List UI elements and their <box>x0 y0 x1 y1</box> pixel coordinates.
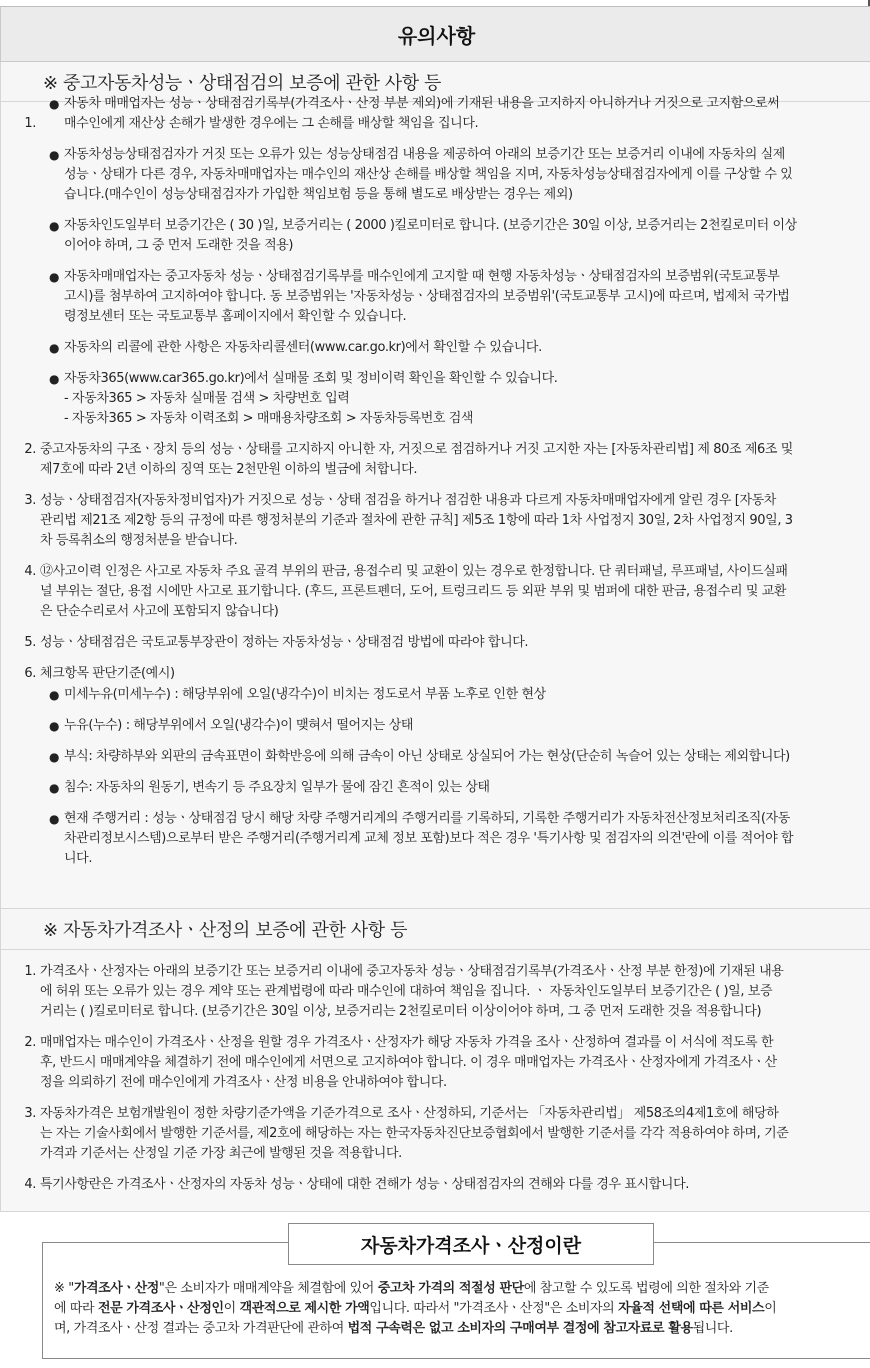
bullet-dot-icon: ● <box>49 719 60 733</box>
bullet-dot-icon: ● <box>49 97 60 111</box>
bullet-line: 부식: 차량하부와 외판의 금속표면이 화학반응에 의해 금속이 아닌 상태로 상실되어 가는 현상(단순히 녹슬어 있는 상태는 제외합니다) <box>64 749 790 764</box>
emphasis-text: 법적 구속력은 없고 소비자의 구매여부 결정에 참고자료로 활용 <box>347 1321 693 1336</box>
item-line: 중고자동차의 구조ㆍ장치 등의 성능ㆍ상태를 고지하지 아니한 자, 거짓으로 점검하거나 거짓 고지한 자는 [자동차관리법] 제 80조 제6조 및 <box>40 442 793 457</box>
item-number: 2. <box>24 1035 36 1050</box>
body-text: 이 <box>764 1301 777 1316</box>
bullet-line: - 자동차365 > 자동차 이력조회 > 매매용차량조회 > 자동차등록번호 검색 <box>64 411 474 426</box>
section1-content <box>0 96 870 880</box>
numbered-item <box>0 664 870 684</box>
item-line: 자동차가격은 보험개발원이 정한 차량기준가액을 기준가격으로 조사ㆍ산정하되, 기준서는 「자동차관리법」 제58조의4제1호에 해당하 <box>40 1106 779 1121</box>
info-box-text <box>54 1279 870 1339</box>
bullet-line: 자동차매매업자는 중고자동차 성능ㆍ상태점검기록부를 매수인에게 고지할 때 현행 자동차성능ㆍ상태점검자의 보증범위(국토교통부 <box>64 269 780 284</box>
item-line: 성능ㆍ상태점검은 국토교통부장관이 정하는 자동차성능ㆍ상태점검 방법에 따라야 합니다. <box>40 635 529 650</box>
item-number: 5. <box>24 635 36 650</box>
bullet-item <box>0 216 870 256</box>
numbered-item <box>0 440 870 480</box>
body-text: 에 따라 <box>54 1301 98 1316</box>
bullet-line: 이어야 하며, 그 중 먼저 도래한 것을 적용) <box>64 238 294 253</box>
item-number: 4. <box>24 564 36 579</box>
numbered-item <box>0 633 870 653</box>
bullet-line: 고시)를 첨부하여 고지하여야 합니다. 동 보증범위는 '자동차성능ㆍ상태점검자의 보증범위'(국토교통부 고시)에 따르며, 법제처 국가법 <box>64 289 790 304</box>
section1-heading: ※ 중고자동차성능ㆍ상태점검의 보증에 관한 사항 등 <box>0 62 870 102</box>
bullet-item <box>0 809 870 869</box>
item-line: 매매업자는 매수인이 가격조사ㆍ산정을 원할 경우 가격조사ㆍ산정자가 해당 자동차 가격을 조사ㆍ산정하여 결과를 이 서식에 적도록 한 <box>40 1035 774 1050</box>
bullet-dot-icon: ● <box>49 372 60 386</box>
item-number: 3. <box>24 1106 36 1121</box>
bullet-item <box>0 685 870 705</box>
body-text: ※ " <box>54 1281 74 1296</box>
bullet-item <box>0 145 870 205</box>
item-line: 후, 반드시 매매계약을 체결하기 전에 매수인에게 서면으로 고지하여야 합니다. 이 경우 매매업자는 가격조사ㆍ산정자에게 가격조사ㆍ산 <box>40 1055 777 1070</box>
item-line: 특기사항란은 가격조사ㆍ산정자의 자동차 성능ㆍ상태에 대한 견해가 성능ㆍ상태점검자의 견해와 다를 경우 표시합니다. <box>40 1177 689 1192</box>
bullet-item <box>0 747 870 767</box>
body-text: 됩니다. <box>692 1321 733 1336</box>
body-text: 에 참고할 수 있도록 법령에 의한 절차와 기준 <box>523 1281 769 1296</box>
numbered-item <box>0 962 870 1022</box>
item-text <box>40 440 870 480</box>
numbered-item <box>0 1033 870 1093</box>
bullet-line: 자동차인도일부터 보증기간은 ( 30 )일, 보증거리는 ( 2000 )킬로미터로 합니다. (보증기간은 30일 이상, 보증거리는 2천킬로미터 이상 <box>64 218 797 233</box>
item-line: 제7호에 따라 2년 이하의 징역 또는 2천만원 이하의 벌금에 처합니다. <box>40 462 418 477</box>
info-box-title: 자동차가격조사ㆍ산정이란 <box>288 1223 654 1265</box>
item-line: 널 부위는 절단, 용접 시에만 사고로 표기합니다. (후드, 프론트펜더, 도어, 트렁크리드 등 외판 부위 및 범퍼에 대한 판금, 용접수리 및 교환 <box>40 584 787 599</box>
bullet-item <box>0 94 870 134</box>
info-box-line <box>54 1299 870 1319</box>
item-line: 는 자는 기술사회에서 발행한 기준서를, 제2호에 해당하는 자는 한국자동차진단보증협회에서 발행한 기준서를 각각 적용하여야 하며, 기준 <box>40 1126 789 1141</box>
bullet-line: 자동차의 리콜에 관한 사항은 자동차리콜센터(www.car.go.kr)에서 확인할 수 있습니다. <box>64 340 542 355</box>
section2-content <box>0 962 870 1206</box>
item-number: 3. <box>24 493 36 508</box>
bullet-item <box>0 369 870 429</box>
bullet-line: 매수인에게 재산상 손해가 발생한 경우에는 그 손해를 배상할 책임을 집니다. <box>64 116 479 131</box>
bullet-dot-icon: ● <box>49 341 60 355</box>
bullet-line: 미세누유(미세누수) : 해당부위에 오일(냉각수)이 비치는 정도로서 부품 노후로 인한 현상 <box>64 687 546 702</box>
bullet-dot-icon: ● <box>49 781 60 795</box>
bullet-line: 성능ㆍ상태가 다른 경우, 자동차매매업자는 매수인의 재산상 손해를 배상할 책임을 지며, 자동차성능상태점검자에게 이를 구상할 수 있 <box>64 167 793 182</box>
numbered-item <box>0 562 870 622</box>
info-box-line <box>54 1319 870 1339</box>
item-text <box>40 962 870 1022</box>
emphasis-text: 전문 가격조사ㆍ산정인 <box>97 1301 224 1316</box>
emphasis-text: 자율적 선택에 따른 서비스 <box>618 1301 765 1316</box>
item-line: 차 등록취소의 행정처분을 받습니다. <box>40 533 238 548</box>
bullet-line: - 자동차365 > 자동차 실매물 검색 > 차량번호 입력 <box>64 391 350 406</box>
bullet-line: 침수: 자동차의 원동기, 변속기 등 주요장치 일부가 물에 잠긴 흔적이 있는 상태 <box>64 780 490 795</box>
item-text <box>40 491 870 551</box>
bullet-item <box>0 716 870 736</box>
bullet-line: 자동차성능상태점검자가 거짓 또는 오류가 있는 성능상태점검 내용을 제공하여 아래의 보증기간 또는 보증거리 이내에 자동차의 실제 <box>64 147 785 162</box>
emphasis-text: 객관적으로 제시한 가액 <box>239 1301 370 1316</box>
bullet-dot-icon: ● <box>49 750 60 764</box>
numbered-item <box>0 1104 870 1164</box>
page-title: 유의사항 <box>0 6 870 62</box>
item-text <box>40 1175 870 1195</box>
bullet-line: 자동차 매매업자는 성능ㆍ상태점검기록부(가격조사ㆍ산정 부분 제외)에 기재된 내용을 고지하지 아니하거나 거짓으로 고지함으로써 <box>64 96 780 111</box>
item-number: 1. <box>24 116 36 131</box>
item-text <box>40 664 870 684</box>
bullet-line: 령정보센터 또는 국토교통부 홈페이지에서 확인할 수 있습니다. <box>64 309 407 324</box>
bullet-dot-icon: ● <box>49 219 60 233</box>
item-line: ⑫사고이력 인정은 사고로 자동차 주요 골격 부위의 판금, 용접수리 및 교환이 있는 경우로 한정합니다. 단 쿼터패널, 루프패널, 사이드실패 <box>40 564 788 579</box>
item-number: 1. <box>24 964 36 979</box>
section2-heading: ※ 자동차가격조사ㆍ산정의 보증에 관한 사항 등 <box>0 908 870 950</box>
item-line: 에 허위 또는 오류가 있는 경우 계약 또는 관계법령에 따라 매수인에 대하여 책임을 집니다. ㆍ 자동차인도일부터 보증기간은 ( )일, 보증 <box>40 984 773 999</box>
bullet-line: 니다. <box>64 851 93 866</box>
bullet-line: 차관리정보시스템)으로부터 받은 주행거리(주행거리계 교체 정보 포함)보다 적은 경우 '특기사항 및 점검자의 의견'란에 이를 적어야 합 <box>64 831 794 846</box>
bullet-item <box>0 338 870 358</box>
bullet-line: 현재 주행거리 : 성능ㆍ상태점검 당시 해당 차량 주행거리계의 주행거리를 기록하되, 기록한 주행거리가 자동차전산정보처리조직(자동 <box>64 811 790 826</box>
item-line: 관리법 제21조 제2항 등의 규정에 따른 행정처분의 기준과 절차에 관한 규칙] 제5조 1항에 따라 1차 사업정지 30일, 2차 사업정지 90일, 3 <box>40 513 793 528</box>
numbered-item <box>0 1175 870 1195</box>
item-text <box>40 1033 870 1093</box>
item-line: 가격과 기준서는 산정일 기준 가장 최근에 발행된 것을 적용합니다. <box>40 1146 402 1161</box>
item-line: 체크항목 판단기준(예시) <box>40 666 175 681</box>
bullet-line: 누유(누수) : 해당부위에서 오일(냉각수)이 맺혀서 떨어지는 상태 <box>64 718 414 733</box>
item-line: 가격조사ㆍ산정자는 아래의 보증기간 또는 보증거리 이내에 중고자동차 성능ㆍ상태점검기록부(가격조사ㆍ산정 부분 한정)에 기재된 내용 <box>40 964 784 979</box>
bullet-item <box>0 778 870 798</box>
body-text: 며, 가격조사ㆍ산정 결과는 중고차 가격판단에 관하여 <box>54 1321 348 1336</box>
item-line: 성능ㆍ상태점검자(자동차정비업자)가 거짓으로 성능ㆍ상태 점검을 하거나 점검한 내용과 다르게 자동차매매업자에게 알린 경우 [자동차 <box>40 493 776 508</box>
item-line: 은 단순수리로서 사고에 포함되지 않습니다) <box>40 604 279 619</box>
item-number: 2. <box>24 442 36 457</box>
item1-bullets <box>0 94 870 429</box>
bullet-dot-icon: ● <box>49 270 60 284</box>
item-text <box>40 1104 870 1164</box>
body-text: "은 소비자가 매매계약을 체결함에 있어 <box>158 1281 378 1296</box>
body-text: 입니다. 따라서 "가격조사ㆍ산정"은 소비자의 <box>369 1301 619 1316</box>
body-text: 이 <box>223 1301 240 1316</box>
bullet-dot-icon: ● <box>49 148 60 162</box>
numbered-item <box>0 491 870 551</box>
bullet-dot-icon: ● <box>49 812 60 826</box>
item-number: 4. <box>24 1177 36 1192</box>
bullet-item <box>0 267 870 327</box>
emphasis-text: 중고차 가격의 적절성 판단 <box>377 1281 524 1296</box>
item-number: 6. <box>24 666 36 681</box>
item-text <box>40 562 870 622</box>
emphasis-text: 가격조사ㆍ산정 <box>73 1281 159 1296</box>
item6-bullets <box>0 685 870 869</box>
bullet-line: 습니다.(매수인이 성능상태점검자가 가입한 책임보험 등을 통해 별도로 배상받는 경우는 제외) <box>64 187 573 202</box>
bullet-line: 자동차365(www.car365.go.kr)에서 실매물 조회 및 정비이력 확인을 확인할 수 있습니다. <box>64 371 558 386</box>
info-box-line <box>54 1279 870 1299</box>
item-line: 거리는 ( )킬로미터로 합니다. (보증기간은 30일 이상, 보증거리는 2천킬로미터 이상이어야 하며, 그 중 먼저 도래한 것을 적용합니다) <box>40 1004 762 1019</box>
item-text <box>40 633 870 653</box>
item-line: 정을 의뢰하기 전에 매수인에게 가격조사ㆍ산정 비용을 안내하여야 합니다. <box>40 1075 447 1090</box>
bullet-dot-icon: ● <box>49 688 60 702</box>
